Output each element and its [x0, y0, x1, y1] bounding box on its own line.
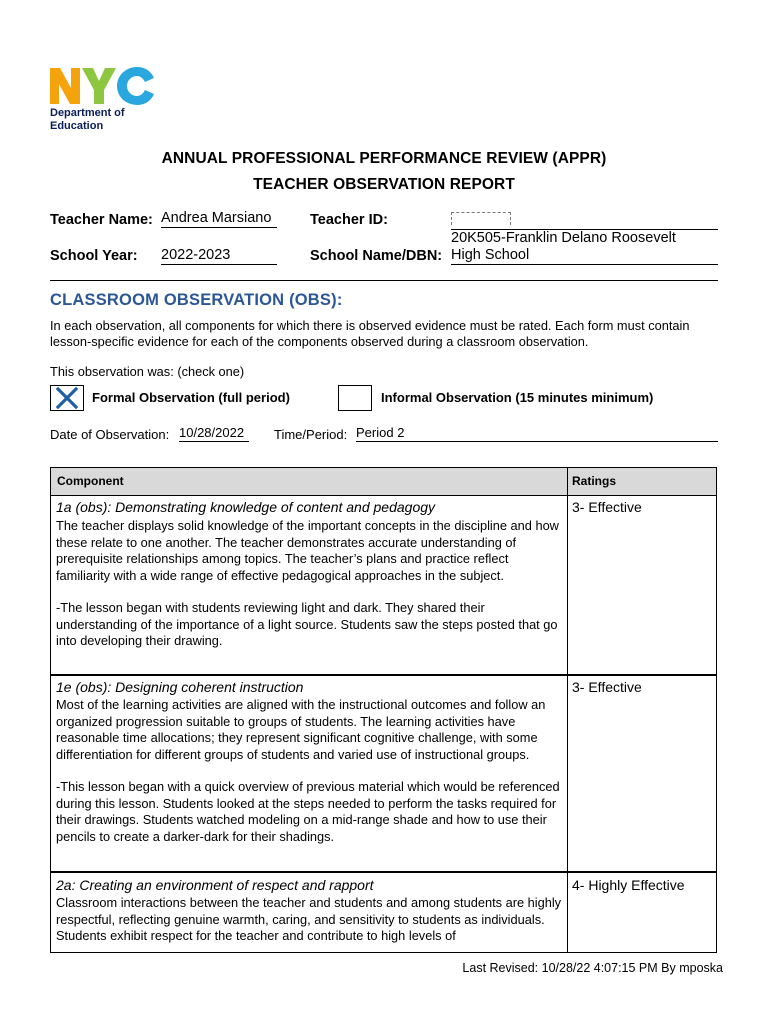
section-divider — [50, 280, 718, 281]
report-title-line1: ANNUAL PROFESSIONAL PERFORMANCE REVIEW (APPR) — [161, 150, 607, 167]
component-rating: 4- Highly Effective — [572, 877, 685, 893]
department-of-education-text — [50, 107, 125, 133]
component-rating: 3- Effective — [572, 499, 642, 515]
school-name-line1: 20K505-Franklin Delano Roosevelt — [451, 230, 676, 246]
school-year-label: School Year: — [50, 248, 138, 264]
component-description: Most of the learning activities are aligned with the instructional outcomes and follow an organized progression suitable to groups of students. The learning activities have reasonable time allocations; they represent significant cognitive challenge, with some differentiation for different groups of students and varied use of instructional groups. — [56, 697, 546, 762]
component-description: The teacher displays solid knowledge of the important concepts in the discipline and how these relate to one another. The teacher demonstrates accurate understanding of prerequisite relationships among topics. The teacher’s plans and practice reflect familiarity with a wide range of effective pedagogical approaches in the subject. — [56, 518, 559, 583]
teacher-name-label: Teacher Name: — [50, 212, 153, 228]
row-divider — [51, 871, 716, 873]
formal-observation-checkbox[interactable] — [50, 385, 84, 411]
row-divider — [51, 674, 716, 676]
component-body — [56, 518, 564, 666]
school-name-label: School Name/DBN: — [310, 248, 443, 264]
observation-instructions: In each observation, all components for which there is observed evidence must be rated. Each form must contain lesson-specific evidence for each of the components observed during a classroom observation. — [50, 318, 690, 349]
checked-x-icon — [51, 386, 83, 410]
ratings-column-header: Ratings — [572, 474, 617, 488]
logo-dept-line2: Education — [50, 120, 104, 132]
check-one-prompt: This observation was: (check one) — [50, 364, 245, 379]
table-header — [51, 468, 716, 496]
component-evidence: -This lesson began with a quick overview of previous material which would be referenced during this lesson. Students looked at the steps needed to perform the tasks required for their drawings. Students watched modeling on a mid-range shade and how to use their pencils to create a darker-dark for their shadings. — [56, 779, 560, 844]
teacher-id-label: Teacher ID: — [310, 212, 388, 228]
nyc-logo-letters — [50, 66, 158, 106]
last-revised-footer: Last Revised: 10/28/22 4:07:15 PM By mposka — [462, 961, 723, 975]
component-evidence: -The lesson began with students reviewing light and dark. They shared their understanding of the importance of a light source. Students saw the steps posted that go into developing their drawing. — [56, 600, 558, 648]
informal-observation-label: Informal Observation (15 minutes minimum) — [381, 390, 654, 405]
time-period-value: Period 2 — [356, 425, 718, 442]
component-body — [56, 895, 564, 961]
school-year-value: 2022-2023 — [161, 247, 277, 265]
report-title-line2: TEACHER OBSERVATION REPORT — [253, 176, 515, 193]
component-title: 1a (obs): Demonstrating knowledge of content and pedagogy — [56, 499, 436, 515]
teacher-id-redacted — [451, 212, 511, 225]
component-body — [56, 697, 564, 861]
nyc-doe-logo — [50, 66, 160, 136]
formal-observation-label: Formal Observation (full period) — [92, 390, 290, 405]
teacher-name-value: Andrea Marsiano — [161, 210, 277, 228]
classroom-observation-heading: CLASSROOM OBSERVATION (OBS): — [50, 291, 343, 309]
component-rating: 3- Effective — [572, 679, 642, 695]
school-name-line2: High School — [451, 247, 718, 265]
column-divider — [567, 468, 568, 952]
date-of-observation-label: Date of Observation: — [50, 427, 170, 442]
components-ratings-table — [50, 467, 717, 953]
informal-observation-checkbox[interactable] — [338, 385, 372, 411]
component-description: Classroom interactions between the teacher and students and among students are highly respectful, reflecting genuine warmth, caring, and sensitivity to students as individuals. Students exhibit respect for the teacher and contribute to high levels of — [56, 895, 562, 943]
component-column-header: Component — [57, 474, 124, 488]
date-of-observation-value: 10/28/2022 — [179, 425, 249, 442]
component-title: 1e (obs): Designing coherent instruction — [56, 679, 304, 695]
logo-dept-line1: Department of — [50, 107, 125, 119]
component-title: 2a: Creating an environment of respect and rapport — [56, 877, 374, 893]
time-period-label: Time/Period: — [274, 427, 348, 442]
